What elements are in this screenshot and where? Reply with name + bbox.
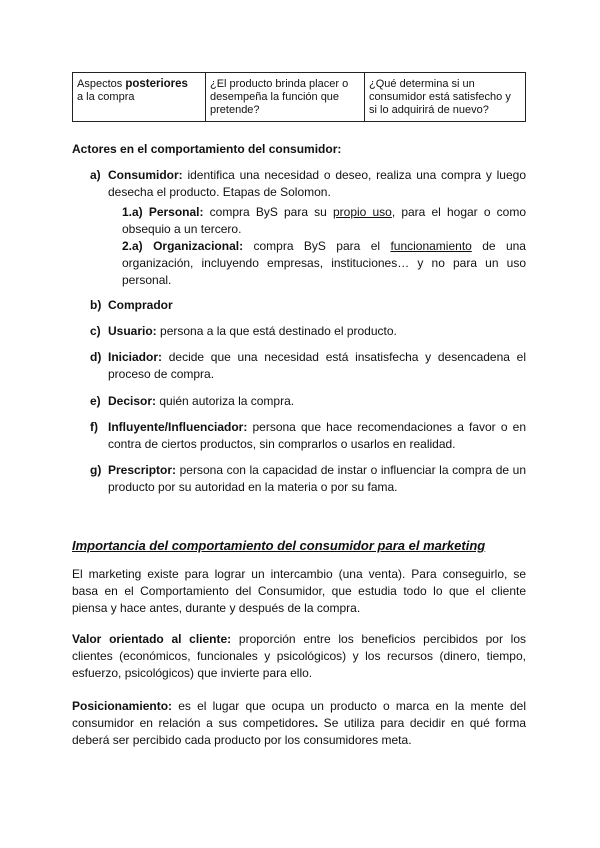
list-item-body	[108, 323, 526, 340]
term-text: compra ByS para el	[243, 239, 391, 253]
list-item-body	[108, 167, 526, 201]
term-text: proporción entre los beneficios percibidos por los clientes (económicos, funcionales y psicológicos) y los recursos (dinero, tiempo, esfuerzo, psicológicos) que invierte para ello.	[72, 632, 526, 680]
term-text: identifica una necesidad o deseo, realiza una compra y luego desecha el producto. Etapas de Solomon.	[108, 168, 526, 199]
actors-title: Actores en el comportamiento del consumidor:	[72, 142, 342, 156]
term-text: persona que hace recomendaciones a favor o en contra de ciertos productos, sin comprarlos o usarlos en realidad.	[108, 420, 526, 451]
term-label: Usuario:	[108, 324, 157, 338]
list-item-body	[108, 462, 526, 496]
importance-heading: Importancia del comportamiento del consumidor para el marketing	[72, 538, 486, 553]
term-underlined: propio uso	[332, 205, 392, 219]
aspects-table	[72, 72, 526, 122]
list-item-body	[108, 393, 526, 410]
term-text: persona a la que está destinado el producto.	[156, 324, 397, 338]
term-label: Prescriptor:	[108, 463, 177, 477]
list-item-influyente	[90, 419, 526, 453]
term-text: compra ByS para su	[203, 205, 333, 219]
list-marker: f)	[90, 420, 98, 434]
sub-item-organizacional	[122, 238, 526, 289]
list-marker: e)	[90, 394, 101, 408]
aspect-prefix: Aspectos	[77, 78, 126, 90]
term-label: Comprador	[108, 298, 173, 312]
list-item-comprador	[90, 297, 526, 314]
list-marker: b)	[90, 298, 102, 312]
list-marker: d)	[90, 350, 102, 364]
valor-paragraph	[72, 631, 526, 682]
sub-item-personal	[122, 204, 526, 238]
list-item-iniciador	[90, 349, 526, 383]
term-text: Se utiliza para decidir en qué forma deberá ser percibido cada producto por los consumidores meta.	[72, 716, 527, 747]
term-text: decide que una necesidad está insatisfecha y desencadena el proceso de compra.	[108, 350, 526, 381]
term-label: Posicionamiento:	[72, 699, 173, 713]
term-text: quién autoriza la compra.	[156, 394, 295, 408]
list-item-body	[108, 297, 526, 314]
term-label: Consumidor:	[108, 168, 183, 182]
term-label: 2.a) Organizacional:	[122, 239, 244, 253]
aspect-suffix: a la compra	[77, 91, 135, 103]
importance-paragraph: El marketing existe para lograr un intercambio (una venta). Para conseguirlo, se basa en el Comportamiento del Consumidor, que estudia todo lo que el cliente piensa y hace antes, durante y después de la compra.	[72, 567, 526, 615]
list-item-usuario	[90, 323, 526, 340]
term-label: 1.a) Personal:	[122, 205, 204, 219]
list-marker: c)	[90, 324, 101, 338]
posicionamiento-paragraph	[72, 698, 526, 749]
term-label: Valor orientado al cliente:	[72, 632, 232, 646]
list-item-prescriptor	[90, 462, 526, 496]
table-row	[73, 73, 526, 122]
term-label: Influyente/Influenciador:	[108, 420, 248, 434]
term-underlined: funcionamiento	[390, 239, 472, 253]
list-marker: g)	[90, 463, 102, 477]
table-cell-question-2: ¿Qué determina si un consumidor está satisfecho y si lo adquirirá de nuevo?	[365, 73, 526, 122]
term-label: Decisor:	[108, 394, 157, 408]
term-text: es el lugar que ocupa un producto o marca en la mente del consumidor en relación a sus competidores	[72, 699, 526, 730]
table-cell-question-1: ¿El producto brinda placer o desempeña la función que pretende?	[206, 73, 365, 122]
list-marker: a)	[90, 168, 101, 182]
table-cell-aspect	[73, 73, 206, 122]
list-item-body	[108, 349, 526, 383]
aspect-bold: posteriores	[125, 78, 188, 90]
term-text: de una organización, incluyendo empresas, instituciones… y no para un uso personal.	[122, 239, 526, 287]
list-item-consumidor	[90, 167, 526, 201]
list-item-decisor	[90, 393, 526, 410]
term-dot: .	[314, 716, 319, 730]
list-item-body	[108, 419, 526, 453]
term-text: persona con la capacidad de instar o influenciar la compra de un producto por su autoridad en la materia o por su fama.	[108, 463, 526, 494]
term-label: Iniciador:	[108, 350, 163, 364]
term-text: , para el hogar o como obsequio a un tercero.	[122, 205, 526, 236]
